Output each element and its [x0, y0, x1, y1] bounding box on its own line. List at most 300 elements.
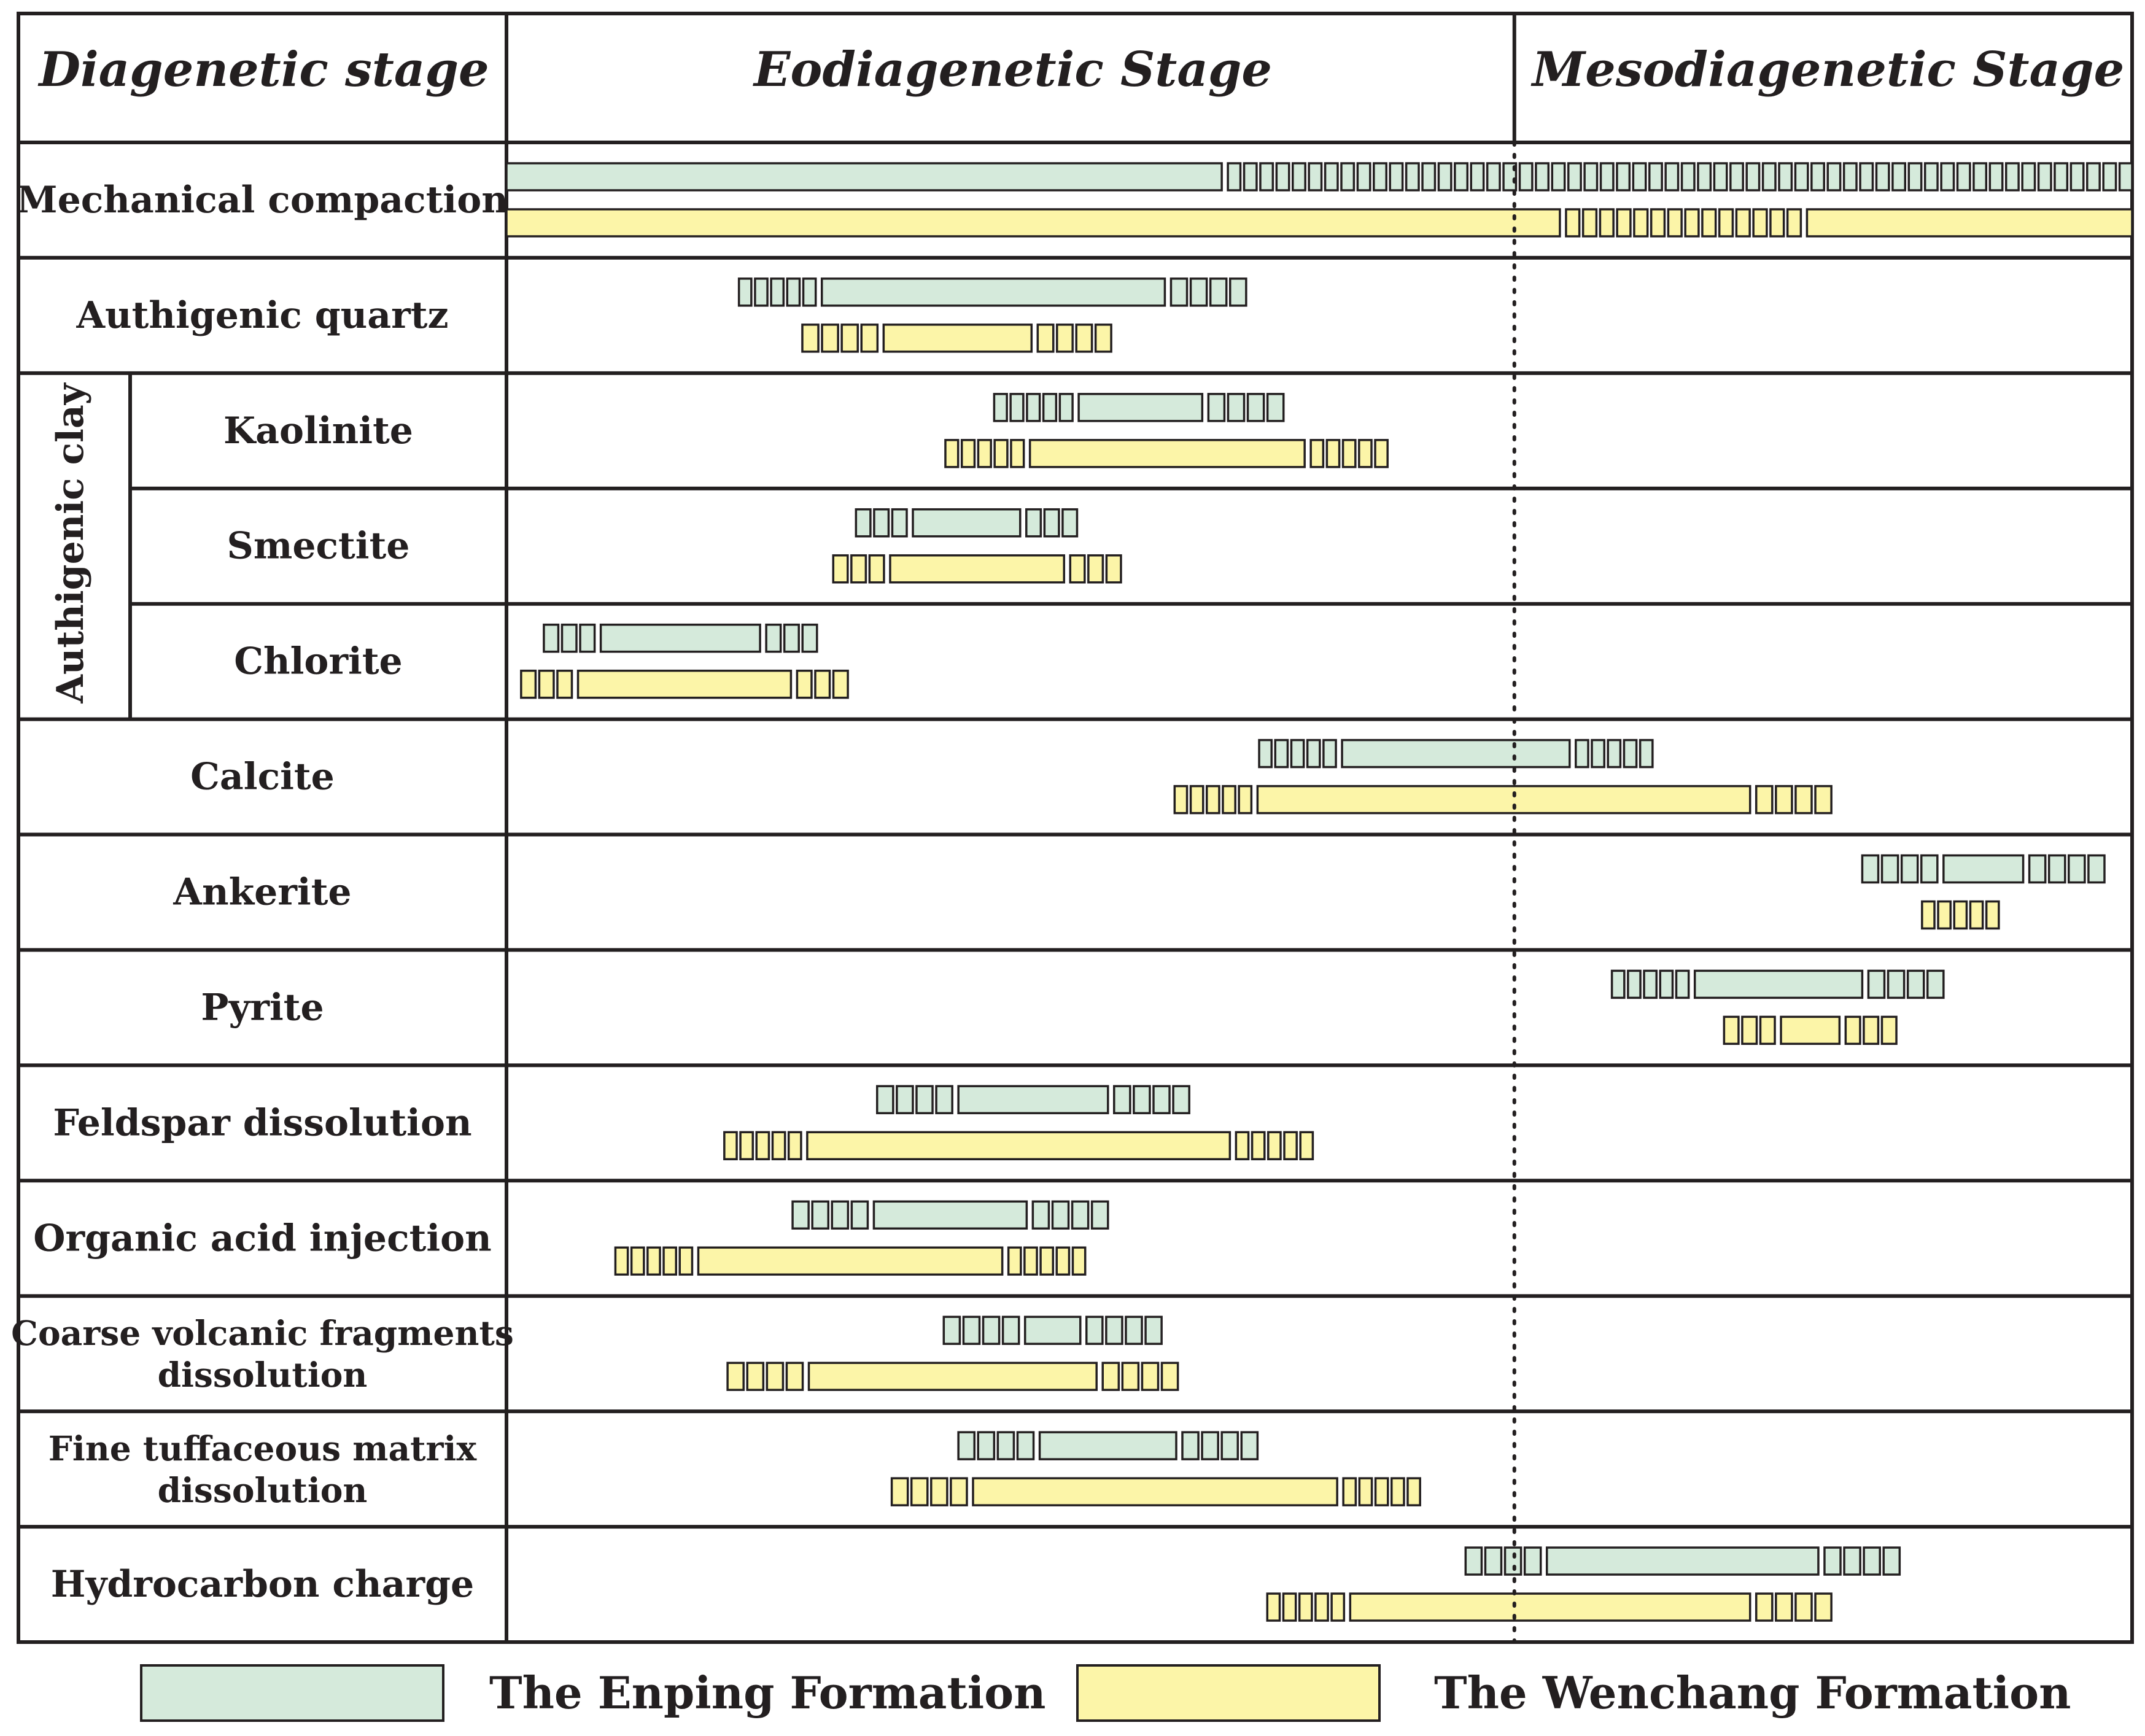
feldspar-dissolution-wenchang-dashed-cell: [1300, 1132, 1313, 1159]
calcite-enping-dashed-cell: [1324, 740, 1336, 767]
organic-acid-injection-wenchang-dashed-cell: [680, 1247, 692, 1274]
ankerite-enping-dashed-cell: [1862, 856, 1878, 883]
kaolinite-enping-solid-bar: [1079, 394, 1202, 421]
chlorite-enping-dashed-cell: [766, 625, 781, 652]
hydrocarbon-charge-wenchang-dashed-cell: [1300, 1594, 1312, 1621]
mechanical-compaction-enping-dashed-cell: [1633, 163, 1645, 190]
table-grid: [18, 14, 2132, 1642]
mechanical-compaction-enping-dashed-cell: [1471, 163, 1483, 190]
authigenic-quartz-wenchang-dashed-cell: [1076, 325, 1092, 352]
row-label-kaolinite: Kaolinite: [223, 409, 413, 452]
ankerite-enping-dashed-cell: [1902, 856, 1918, 883]
organic-acid-injection-wenchang-dashed-cell: [648, 1247, 660, 1274]
ankerite-enping-dashed-cell: [2049, 856, 2065, 883]
feldspar-dissolution-enping-solid-bar: [958, 1086, 1108, 1113]
coarse-volcanic-fragments-dissolution-wenchang-dashed-cell: [1122, 1363, 1138, 1390]
row-label-authigenic-quartz: Authigenic quartz: [76, 293, 449, 337]
chlorite-enping-dashed-cell: [544, 625, 559, 652]
organic-acid-injection-wenchang-dashed-cell: [632, 1247, 644, 1274]
ankerite-enping-dashed-cell: [2030, 856, 2046, 883]
smectite-wenchang-dashed-cell: [1070, 556, 1085, 583]
authigenic-quartz-enping-dashed-cell: [1191, 279, 1207, 306]
chlorite-wenchang-dashed-cell: [834, 671, 848, 698]
mechanical-compaction-wenchang-dashed-cell: [1720, 209, 1733, 236]
kaolinite-enping-dashed-cell: [1027, 394, 1040, 421]
calcite-wenchang-dashed-cell: [1207, 786, 1219, 813]
feldspar-dissolution-wenchang-dashed-cell: [1252, 1132, 1265, 1159]
legend-label-enping: The Enping Formation: [489, 1667, 1046, 1719]
mechanical-compaction-enping-dashed-cell: [1779, 163, 1791, 190]
pyrite-enping-dashed-cell: [1628, 971, 1640, 998]
mechanical-compaction-enping-dashed-cell: [1698, 163, 1710, 190]
organic-acid-injection-enping-dashed-cell: [1052, 1201, 1068, 1228]
feldspar-dissolution-enping-dashed-cell: [917, 1086, 933, 1113]
fine-tuffaceous-matrix-dissolution-enping-dashed-cell: [958, 1432, 974, 1459]
mechanical-compaction-enping-dashed-cell: [1925, 163, 1937, 190]
mechanical-compaction-enping-dashed-cell: [1714, 163, 1726, 190]
authigenic-quartz-wenchang-solid-bar: [883, 325, 1031, 352]
mechanical-compaction-enping-dashed-cell: [2006, 163, 2019, 190]
mechanical-compaction-enping-dashed-cell: [1731, 163, 1743, 190]
mechanical-compaction-wenchang-dashed-cell: [1788, 209, 1801, 236]
smectite-enping-dashed-cell: [892, 510, 907, 537]
calcite-wenchang-dashed-cell: [1174, 786, 1187, 813]
chlorite-wenchang-dashed-cell: [797, 671, 812, 698]
organic-acid-injection-wenchang-dashed-cell: [615, 1247, 627, 1274]
coarse-volcanic-fragments-dissolution-wenchang-dashed-cell: [747, 1363, 763, 1390]
hydrocarbon-charge-enping-dashed-cell: [1465, 1548, 1481, 1575]
fine-tuffaceous-matrix-dissolution-wenchang-solid-bar: [973, 1478, 1337, 1505]
calcite-wenchang-dashed-cell: [1223, 786, 1235, 813]
chlorite-wenchang-solid-bar: [578, 671, 791, 698]
mechanical-compaction-enping-dashed-cell: [1876, 163, 1888, 190]
fine-tuffaceous-matrix-dissolution-wenchang-dashed-cell: [912, 1478, 928, 1505]
authigenic-quartz-enping-dashed-cell: [1230, 279, 1246, 306]
hydrocarbon-charge-enping-dashed-cell: [1864, 1548, 1880, 1575]
feldspar-dissolution-wenchang-dashed-cell: [724, 1132, 737, 1159]
authigenic-quartz-enping-dashed-cell: [739, 279, 751, 306]
smectite-enping-dashed-cell: [1044, 510, 1059, 537]
organic-acid-injection-enping-dashed-cell: [832, 1201, 848, 1228]
mechanical-compaction-enping-dashed-cell: [1325, 163, 1338, 190]
feldspar-dissolution-enping-dashed-cell: [1154, 1086, 1169, 1113]
mechanical-compaction-wenchang-dashed-cell: [1668, 209, 1681, 236]
row-label-hydrocarbon-charge: Hydrocarbon charge: [50, 1563, 475, 1606]
feldspar-dissolution-wenchang-dashed-cell: [1284, 1132, 1297, 1159]
calcite-enping-dashed-cell: [1291, 740, 1303, 767]
row-label-line: dissolution: [157, 1470, 368, 1511]
fine-tuffaceous-matrix-dissolution-wenchang-dashed-cell: [1343, 1478, 1356, 1505]
mechanical-compaction-enping-dashed-cell: [1309, 163, 1321, 190]
row-label-calcite: Calcite: [190, 755, 335, 799]
kaolinite-wenchang-dashed-cell: [978, 440, 991, 467]
mechanical-compaction-wenchang-dashed-cell: [1685, 209, 1699, 236]
hydrocarbon-charge-enping-solid-bar: [1547, 1548, 1818, 1575]
mechanical-compaction-enping-dashed-cell: [1601, 163, 1613, 190]
mechanical-compaction-enping-dashed-cell: [1893, 163, 1905, 190]
pyrite-enping-dashed-cell: [1868, 971, 1884, 998]
smectite-wenchang-dashed-cell: [1088, 556, 1103, 583]
pyrite-enping-dashed-cell: [1612, 971, 1624, 998]
kaolinite-wenchang-dashed-cell: [1375, 440, 1387, 467]
row-label-chlorite: Chlorite: [234, 640, 403, 683]
coarse-volcanic-fragments-dissolution-wenchang-dashed-cell: [727, 1363, 743, 1390]
coarse-volcanic-fragments-dissolution-enping-dashed-cell: [963, 1317, 979, 1344]
mechanical-compaction-wenchang-dashed-cell: [1634, 209, 1648, 236]
mechanical-compaction-enping-dashed-cell: [1617, 163, 1629, 190]
organic-acid-injection-wenchang-solid-bar: [698, 1247, 1002, 1274]
authigenic-quartz-enping-dashed-cell: [787, 279, 799, 306]
coarse-volcanic-fragments-dissolution-wenchang-dashed-cell: [1142, 1363, 1158, 1390]
hydrocarbon-charge-wenchang-dashed-cell: [1796, 1594, 1812, 1621]
authigenic-quartz-wenchang-dashed-cell: [822, 325, 838, 352]
kaolinite-enping-dashed-cell: [994, 394, 1007, 421]
fine-tuffaceous-matrix-dissolution-wenchang-dashed-cell: [951, 1478, 967, 1505]
ankerite-enping-dashed-cell: [2069, 856, 2085, 883]
authigenic-quartz-enping-dashed-cell: [771, 279, 783, 306]
ankerite-enping-dashed-cell: [2089, 856, 2104, 883]
coarse-volcanic-fragments-dissolution-wenchang-dashed-cell: [767, 1363, 783, 1390]
organic-acid-injection-enping-dashed-cell: [851, 1201, 867, 1228]
mechanical-compaction-enping-dashed-cell: [2022, 163, 2034, 190]
mechanical-compaction-enping-dashed-cell: [1422, 163, 1435, 190]
organic-acid-injection-enping-dashed-cell: [1092, 1201, 1108, 1228]
fine-tuffaceous-matrix-dissolution-enping-dashed-cell: [1017, 1432, 1033, 1459]
mechanical-compaction-enping-dashed-cell: [1455, 163, 1467, 190]
fine-tuffaceous-matrix-dissolution-wenchang-dashed-cell: [1408, 1478, 1420, 1505]
mechanical-compaction-enping-dashed-cell: [1536, 163, 1548, 190]
mechanical-compaction-wenchang-dashed-cell: [1617, 209, 1631, 236]
coarse-volcanic-fragments-dissolution-wenchang-dashed-cell: [1103, 1363, 1119, 1390]
mechanical-compaction-enping-dashed-cell: [1228, 163, 1240, 190]
feldspar-dissolution-wenchang-solid-bar: [807, 1132, 1230, 1159]
feldspar-dissolution-enping-dashed-cell: [936, 1086, 952, 1113]
mechanical-compaction-enping-dashed-cell: [2087, 163, 2100, 190]
mechanical-compaction-enping-dashed-cell: [2071, 163, 2083, 190]
kaolinite-enping-dashed-cell: [1010, 394, 1023, 421]
mechanical-compaction-enping-dashed-cell: [1860, 163, 1872, 190]
mechanical-compaction-enping-dashed-cell: [1974, 163, 1986, 190]
authigenic-quartz-wenchang-dashed-cell: [861, 325, 877, 352]
ankerite-enping-solid-bar: [1944, 856, 2023, 883]
fine-tuffaceous-matrix-dissolution-wenchang-dashed-cell: [1392, 1478, 1404, 1505]
row-label-line: Coarse volcanic fragments: [11, 1313, 514, 1354]
mechanical-compaction-enping-dashed-cell: [1374, 163, 1386, 190]
pyrite-enping-dashed-cell: [1928, 971, 1944, 998]
smectite-enping-dashed-cell: [1026, 510, 1041, 537]
authigenic-quartz-wenchang-dashed-cell: [802, 325, 818, 352]
row-label-pyrite: Pyrite: [201, 986, 324, 1029]
hydrocarbon-charge-wenchang-dashed-cell: [1267, 1594, 1279, 1621]
calcite-wenchang-dashed-cell: [1756, 786, 1772, 813]
mechanical-compaction-enping-dashed-cell: [1438, 163, 1451, 190]
kaolinite-wenchang-dashed-cell: [1343, 440, 1356, 467]
organic-acid-injection-wenchang-dashed-cell: [664, 1247, 676, 1274]
smectite-enping-dashed-cell: [874, 510, 889, 537]
ankerite-enping-dashed-cell: [1922, 856, 1937, 883]
feldspar-dissolution-wenchang-dashed-cell: [1236, 1132, 1248, 1159]
fine-tuffaceous-matrix-dissolution-enping-dashed-cell: [1182, 1432, 1198, 1459]
organic-acid-injection-enping-dashed-cell: [793, 1201, 809, 1228]
organic-acid-injection-enping-dashed-cell: [1072, 1201, 1088, 1228]
authigenic-quartz-enping-dashed-cell: [755, 279, 767, 306]
kaolinite-wenchang-dashed-cell: [1327, 440, 1339, 467]
coarse-volcanic-fragments-dissolution-enping-dashed-cell: [1146, 1317, 1162, 1344]
fine-tuffaceous-matrix-dissolution-wenchang-dashed-cell: [931, 1478, 947, 1505]
mechanical-compaction-wenchang-dashed-cell: [1753, 209, 1767, 236]
calcite-wenchang-solid-bar: [1257, 786, 1750, 813]
mechanical-compaction-enping-dashed-cell: [1958, 163, 1970, 190]
row-label-ankerite: Ankerite: [173, 870, 352, 914]
kaolinite-enping-dashed-cell: [1248, 394, 1264, 421]
calcite-wenchang-dashed-cell: [1239, 786, 1251, 813]
mechanical-compaction-enping-dashed-cell: [1585, 163, 1597, 190]
hydrocarbon-charge-wenchang-dashed-cell: [1776, 1594, 1792, 1621]
calcite-enping-dashed-cell: [1308, 740, 1320, 767]
mechanical-compaction-enping-dashed-cell: [1488, 163, 1500, 190]
coarse-volcanic-fragments-dissolution-wenchang-solid-bar: [809, 1363, 1097, 1390]
feldspar-dissolution-wenchang-dashed-cell: [789, 1132, 801, 1159]
mechanical-compaction-enping-dashed-cell: [2055, 163, 2067, 190]
fine-tuffaceous-matrix-dissolution-wenchang-dashed-cell: [1359, 1478, 1371, 1505]
fine-tuffaceous-matrix-dissolution-enping-dashed-cell: [998, 1432, 1014, 1459]
organic-acid-injection-wenchang-dashed-cell: [1009, 1247, 1021, 1274]
header-eodiagenetic-stage: Eodiagenetic Stage: [753, 42, 1273, 98]
pyrite-enping-solid-bar: [1695, 971, 1863, 998]
ankerite-wenchang-dashed-cell: [1970, 902, 1982, 929]
pyrite-wenchang-dashed-cell: [1882, 1017, 1896, 1044]
smectite-wenchang-dashed-cell: [851, 556, 866, 583]
organic-acid-injection-wenchang-dashed-cell: [1057, 1247, 1069, 1274]
mechanical-compaction-wenchang-dashed-cell: [1771, 209, 1784, 236]
coarse-volcanic-fragments-dissolution-enping-dashed-cell: [1087, 1317, 1103, 1344]
mechanical-compaction-enping-dashed-cell: [1941, 163, 1953, 190]
calcite-enping-dashed-cell: [1624, 740, 1636, 767]
mechanical-compaction-enping-dashed-cell: [1276, 163, 1289, 190]
mechanical-compaction-enping-dashed-cell: [1909, 163, 1921, 190]
mechanical-compaction-enping-dashed-cell: [2120, 163, 2132, 190]
kaolinite-enping-dashed-cell: [1268, 394, 1284, 421]
feldspar-dissolution-enping-dashed-cell: [1114, 1086, 1130, 1113]
fine-tuffaceous-matrix-dissolution-enping-solid-bar: [1040, 1432, 1176, 1459]
hydrocarbon-charge-wenchang-solid-bar: [1350, 1594, 1750, 1621]
mechanical-compaction-enping-dashed-cell: [1519, 163, 1532, 190]
mechanical-compaction-enping-dashed-cell: [1552, 163, 1564, 190]
pyrite-enping-dashed-cell: [1660, 971, 1672, 998]
coarse-volcanic-fragments-dissolution-enping-dashed-cell: [1126, 1317, 1142, 1344]
fine-tuffaceous-matrix-dissolution-wenchang-dashed-cell: [892, 1478, 908, 1505]
hydrocarbon-charge-enping-dashed-cell: [1844, 1548, 1860, 1575]
feldspar-dissolution-enping-dashed-cell: [877, 1086, 893, 1113]
ankerite-enping-dashed-cell: [1882, 856, 1898, 883]
hydrocarbon-charge-enping-dashed-cell: [1525, 1548, 1541, 1575]
kaolinite-enping-dashed-cell: [1044, 394, 1057, 421]
organic-acid-injection-wenchang-dashed-cell: [1025, 1247, 1037, 1274]
feldspar-dissolution-wenchang-dashed-cell: [756, 1132, 769, 1159]
hydrocarbon-charge-enping-dashed-cell: [1883, 1548, 1899, 1575]
group-label-authigenic-clay: Authigenic clay: [49, 383, 92, 703]
calcite-enping-dashed-cell: [1259, 740, 1271, 767]
chlorite-enping-dashed-cell: [580, 625, 595, 652]
mechanical-compaction-wenchang-solid-bar: [1807, 209, 2132, 236]
chlorite-wenchang-dashed-cell: [557, 671, 572, 698]
mechanical-compaction-wenchang-dashed-cell: [1736, 209, 1750, 236]
mechanical-compaction-enping-dashed-cell: [1260, 163, 1273, 190]
calcite-wenchang-dashed-cell: [1796, 786, 1812, 813]
feldspar-dissolution-enping-dashed-cell: [1134, 1086, 1150, 1113]
header-mesodiagenetic-stage: Mesodiagenetic Stage: [1532, 42, 2125, 98]
hydrocarbon-charge-enping-dashed-cell: [1485, 1548, 1501, 1575]
coarse-volcanic-fragments-dissolution-wenchang-dashed-cell: [786, 1363, 802, 1390]
coarse-volcanic-fragments-dissolution-enping-solid-bar: [1025, 1317, 1080, 1344]
kaolinite-wenchang-solid-bar: [1030, 440, 1305, 467]
calcite-enping-dashed-cell: [1608, 740, 1620, 767]
hydrocarbon-charge-wenchang-dashed-cell: [1283, 1594, 1295, 1621]
mechanical-compaction-enping-dashed-cell: [2039, 163, 2051, 190]
ankerite-wenchang-dashed-cell: [1987, 902, 1999, 929]
mechanical-compaction-enping-dashed-cell: [1569, 163, 1581, 190]
authigenic-quartz-enping-dashed-cell: [804, 279, 816, 306]
chlorite-wenchang-dashed-cell: [539, 671, 554, 698]
mechanical-compaction-enping-dashed-cell: [1390, 163, 1402, 190]
authigenic-quartz-wenchang-dashed-cell: [1038, 325, 1053, 352]
chlorite-enping-dashed-cell: [785, 625, 799, 652]
hydrocarbon-charge-wenchang-dashed-cell: [1332, 1594, 1344, 1621]
authigenic-quartz-wenchang-dashed-cell: [1057, 325, 1072, 352]
row-label-organic-acid-injection: Organic acid injection: [33, 1217, 492, 1260]
calcite-enping-dashed-cell: [1275, 740, 1287, 767]
chlorite-enping-solid-bar: [601, 625, 761, 652]
mechanical-compaction-enping-dashed-cell: [1341, 163, 1354, 190]
calcite-enping-dashed-cell: [1640, 740, 1653, 767]
mechanical-compaction-wenchang-dashed-cell: [1600, 209, 1613, 236]
ankerite-wenchang-dashed-cell: [1922, 902, 1934, 929]
mechanical-compaction-enping-dashed-cell: [1747, 163, 1759, 190]
mechanical-compaction-enping-dashed-cell: [1406, 163, 1419, 190]
hydrocarbon-charge-wenchang-dashed-cell: [1815, 1594, 1831, 1621]
coarse-volcanic-fragments-dissolution-enping-dashed-cell: [944, 1317, 960, 1344]
pyrite-wenchang-dashed-cell: [1760, 1017, 1775, 1044]
row-label-line: dissolution: [157, 1355, 368, 1395]
mechanical-compaction-enping-dashed-cell: [1763, 163, 1775, 190]
pyrite-enping-dashed-cell: [1644, 971, 1656, 998]
mechanical-compaction-enping-dashed-cell: [1244, 163, 1257, 190]
calcite-enping-dashed-cell: [1592, 740, 1604, 767]
mechanical-compaction-enping-dashed-cell: [1844, 163, 1856, 190]
coarse-volcanic-fragments-dissolution-enping-dashed-cell: [983, 1317, 999, 1344]
kaolinite-wenchang-dashed-cell: [1359, 440, 1371, 467]
coarse-volcanic-fragments-dissolution-enping-dashed-cell: [1106, 1317, 1122, 1344]
pyrite-enping-dashed-cell: [1888, 971, 1904, 998]
chlorite-wenchang-dashed-cell: [815, 671, 830, 698]
smectite-wenchang-dashed-cell: [869, 556, 884, 583]
feldspar-dissolution-wenchang-dashed-cell: [1268, 1132, 1281, 1159]
kaolinite-wenchang-dashed-cell: [962, 440, 975, 467]
kaolinite-wenchang-dashed-cell: [945, 440, 958, 467]
organic-acid-injection-wenchang-dashed-cell: [1041, 1247, 1053, 1274]
row-label-fine-tuffaceous-matrix-dissolution: [48, 1428, 478, 1510]
kaolinite-wenchang-dashed-cell: [1011, 440, 1024, 467]
mechanical-compaction-enping-dashed-cell: [2103, 163, 2116, 190]
smectite-wenchang-dashed-cell: [1106, 556, 1121, 583]
row-label-line: Fine tuffaceous matrix: [48, 1428, 477, 1469]
pyrite-wenchang-solid-bar: [1781, 1017, 1839, 1044]
row-label-feldspar-dissolution: Feldspar dissolution: [53, 1101, 472, 1145]
mechanical-compaction-wenchang-dashed-cell: [1583, 209, 1597, 236]
chlorite-enping-dashed-cell: [562, 625, 576, 652]
fine-tuffaceous-matrix-dissolution-enping-dashed-cell: [978, 1432, 994, 1459]
calcite-enping-solid-bar: [1342, 740, 1570, 767]
row-label-coarse-volcanic-fragments-dissolution: [11, 1313, 514, 1395]
pyrite-enping-dashed-cell: [1676, 971, 1688, 998]
calcite-enping-dashed-cell: [1576, 740, 1588, 767]
authigenic-quartz-enping-dashed-cell: [1171, 279, 1187, 306]
fine-tuffaceous-matrix-dissolution-enping-dashed-cell: [1241, 1432, 1257, 1459]
smectite-wenchang-solid-bar: [890, 556, 1064, 583]
pyrite-wenchang-dashed-cell: [1864, 1017, 1879, 1044]
smectite-wenchang-dashed-cell: [833, 556, 848, 583]
hydrocarbon-charge-enping-dashed-cell: [1505, 1548, 1521, 1575]
hydrocarbon-charge-wenchang-dashed-cell: [1316, 1594, 1328, 1621]
ankerite-wenchang-dashed-cell: [1938, 902, 1950, 929]
mechanical-compaction-enping-dashed-cell: [1795, 163, 1807, 190]
smectite-enping-dashed-cell: [856, 510, 871, 537]
hydrocarbon-charge-enping-dashed-cell: [1825, 1548, 1841, 1575]
mechanical-compaction-enping-dashed-cell: [1293, 163, 1305, 190]
organic-acid-injection-wenchang-dashed-cell: [1072, 1247, 1085, 1274]
kaolinite-enping-dashed-cell: [1060, 394, 1072, 421]
kaolinite-enping-dashed-cell: [1208, 394, 1224, 421]
mechanical-compaction-enping-dashed-cell: [1650, 163, 1662, 190]
pyrite-wenchang-dashed-cell: [1724, 1017, 1739, 1044]
feldspar-dissolution-wenchang-dashed-cell: [740, 1132, 753, 1159]
pyrite-wenchang-dashed-cell: [1845, 1017, 1860, 1044]
coarse-volcanic-fragments-dissolution-enping-dashed-cell: [1003, 1317, 1019, 1344]
mechanical-compaction-enping-dashed-cell: [1828, 163, 1840, 190]
mechanical-compaction-wenchang-dashed-cell: [1566, 209, 1580, 236]
coarse-volcanic-fragments-dissolution-wenchang-dashed-cell: [1162, 1363, 1178, 1390]
mechanical-compaction-enping-dashed-cell: [1990, 163, 2002, 190]
mechanical-compaction-enping-dashed-cell: [1812, 163, 1824, 190]
fine-tuffaceous-matrix-dissolution-enping-dashed-cell: [1202, 1432, 1218, 1459]
chlorite-wenchang-dashed-cell: [521, 671, 536, 698]
legend-label-wenchang: The Wenchang Formation: [1434, 1667, 2071, 1719]
mechanical-compaction-enping-dashed-cell: [1357, 163, 1370, 190]
header-diagenetic-stage: Diagenetic stage: [39, 42, 489, 98]
calcite-wenchang-dashed-cell: [1776, 786, 1792, 813]
row-label-mechanical-compaction: Mechanical compaction: [17, 178, 508, 222]
authigenic-quartz-enping-dashed-cell: [1211, 279, 1227, 306]
mechanical-compaction-enping-dashed-cell: [1666, 163, 1678, 190]
feldspar-dissolution-wenchang-dashed-cell: [772, 1132, 785, 1159]
smectite-enping-solid-bar: [913, 510, 1020, 537]
mechanical-compaction-wenchang-dashed-cell: [1651, 209, 1665, 236]
mechanical-compaction-wenchang-dashed-cell: [1702, 209, 1716, 236]
kaolinite-wenchang-dashed-cell: [1311, 440, 1323, 467]
smectite-enping-dashed-cell: [1063, 510, 1077, 537]
authigenic-quartz-enping-solid-bar: [822, 279, 1165, 306]
hydrocarbon-charge-wenchang-dashed-cell: [1756, 1594, 1772, 1621]
organic-acid-injection-enping-dashed-cell: [1033, 1201, 1049, 1228]
legend-swatch-wenchang: [1077, 1665, 1379, 1721]
kaolinite-enping-dashed-cell: [1228, 394, 1244, 421]
mechanical-compaction-wenchang-solid-bar: [506, 209, 1560, 236]
row-label-smectite: Smectite: [227, 524, 410, 568]
chlorite-enping-dashed-cell: [802, 625, 817, 652]
pyrite-wenchang-dashed-cell: [1742, 1017, 1757, 1044]
kaolinite-wenchang-dashed-cell: [995, 440, 1007, 467]
feldspar-dissolution-enping-dashed-cell: [1173, 1086, 1189, 1113]
